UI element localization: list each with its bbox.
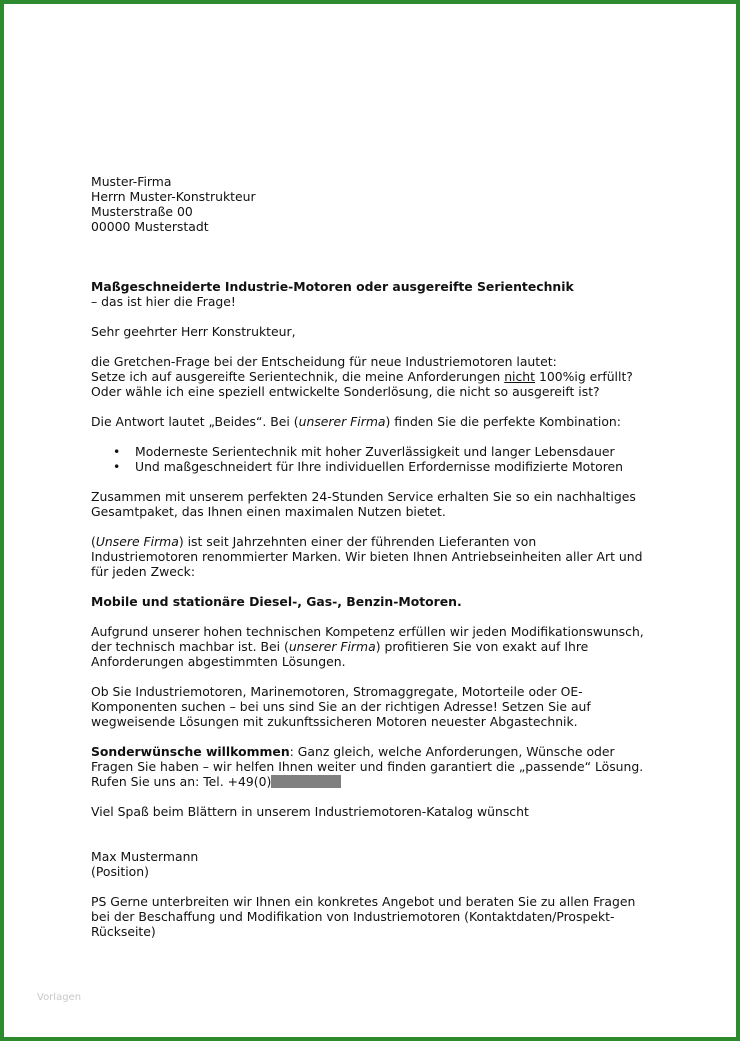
competence-text: ) profitieren Sie von exakt auf Ihre (375, 639, 589, 654)
products-line: wegweisende Lösungen mit zukunftssicheren Motoren neuester Abgastechnik. (91, 714, 578, 729)
company-line: Industriemotoren renommierter Marken. Wir bieten Ihnen Antriebseinheiten aller Art und (91, 549, 643, 564)
signature-block (91, 849, 651, 879)
answer-paragraph (91, 414, 651, 429)
intro-line (91, 369, 651, 384)
service-line: Zusammen mit unserem perfekten 24-Stunden Service erhalten Sie so ein nachhaltiges (91, 489, 636, 504)
closing-line: Viel Spaß beim Blättern in unserem Industriemotoren-Katalog wünscht (91, 804, 529, 819)
company-placeholder: unserer Firma (298, 414, 386, 429)
redacted-phone-number (271, 775, 341, 788)
phone-label: Rufen Sie uns an: Tel. +49(0) (91, 774, 272, 789)
special-heading: Sonderwünsche willkommen (91, 744, 290, 759)
company-line (91, 534, 651, 549)
company-text: ( (91, 534, 96, 549)
underlined-word: nicht (504, 369, 536, 384)
intro-text: Setze ich auf ausgereifte Serientechnik, die meine Anforderungen (91, 369, 505, 384)
list-item (91, 459, 651, 474)
competence-line: Aufgrund unserer hohen technischen Kompetenz erfüllen wir jeden Modifikationswunsch, (91, 624, 644, 639)
address-block (91, 174, 651, 234)
company-placeholder: Unsere Firma (95, 534, 179, 549)
special-line (91, 744, 651, 759)
intro-line: die Gretchen-Frage bei der Entscheidung für neue Industriemotoren lautet: (91, 354, 557, 369)
letter-body (91, 174, 651, 939)
subject-title: Maßgeschneiderte Industrie-Motoren oder ausgereifte Serientechnik (91, 279, 574, 294)
company-paragraph (91, 534, 651, 579)
list-item-text: Moderneste Serientechnik mit hoher Zuverlässigkeit und langer Lebensdauer (135, 444, 615, 459)
address-street: Musterstraße 00 (91, 204, 193, 219)
answer-text: Die Antwort lautet „Beides“. Bei ( (91, 414, 299, 429)
competence-line: Anforderungen abgestimmten Lösungen. (91, 654, 346, 669)
competence-line (91, 639, 651, 654)
competence-text: der technisch machbar ist. Bei ( (91, 639, 289, 654)
company-placeholder: unserer Firma (288, 639, 376, 654)
special-line: Fragen Sie haben – wir helfen Ihnen weiter und finden garantiert die „passende“ Lösung. (91, 759, 644, 774)
postscript-line: PS Gerne unterbreiten wir Ihnen ein konkretes Angebot und beraten Sie zu allen Fragen (91, 894, 636, 909)
intro-paragraph (91, 354, 651, 399)
company-text: ) ist seit Jahrzehnten einer der führenden Lieferanten von (178, 534, 537, 549)
signature-name: Max Mustermann (91, 849, 199, 864)
address-city: 00000 Musterstadt (91, 219, 209, 234)
watermark: Vorlagen (37, 992, 82, 1003)
company-line: für jeden Zweck: (91, 564, 196, 579)
competence-paragraph (91, 624, 651, 669)
signature-position: (Position) (91, 864, 149, 879)
products-line: Komponenten suchen – bei uns sind Sie an der richtigen Adresse! Setzen Sie auf (91, 699, 591, 714)
bullet-icon: • (113, 459, 121, 474)
subject-block (91, 279, 651, 309)
answer-text: ) finden Sie die perfekte Kombination: (385, 414, 621, 429)
postscript-line: Rückseite) (91, 924, 156, 939)
address-recipient: Herrn Muster-Konstrukteur (91, 189, 256, 204)
benefit-list (91, 444, 651, 474)
address-company: Muster-Firma (91, 174, 172, 189)
intro-text: 100%ig erfüllt? (535, 369, 633, 384)
products-line: Ob Sie Industriemotoren, Marinemotoren, Stromaggregate, Motorteile oder OE- (91, 684, 583, 699)
intro-line: Oder wähle ich eine speziell entwickelte Sonderlösung, die nicht so ausgereift ist? (91, 384, 600, 399)
engines-heading: Mobile und stationäre Diesel-, Gas-, Benzin-Motoren. (91, 594, 462, 609)
list-item (91, 444, 651, 459)
list-item-text: Und maßgeschneidert für Ihre individuellen Erfordernisse modifizierte Motoren (135, 459, 623, 474)
bullet-icon: • (113, 444, 121, 459)
salutation: Sehr geehrter Herr Konstrukteur, (91, 324, 296, 339)
postscript-line: bei der Beschaffung und Modifikation von Industriemotoren (Kontaktdaten/Prospekt- (91, 909, 615, 924)
subject-subtitle: – das ist hier die Frage! (91, 294, 236, 309)
products-paragraph (91, 684, 651, 729)
special-line (91, 774, 651, 789)
service-line: Gesamtpaket, das Ihnen einen maximalen Nutzen bietet. (91, 504, 446, 519)
postscript (91, 894, 651, 939)
service-paragraph (91, 489, 651, 519)
special-paragraph (91, 744, 651, 789)
special-text: : Ganz gleich, welche Anforderungen, Wünsche oder (289, 744, 615, 759)
